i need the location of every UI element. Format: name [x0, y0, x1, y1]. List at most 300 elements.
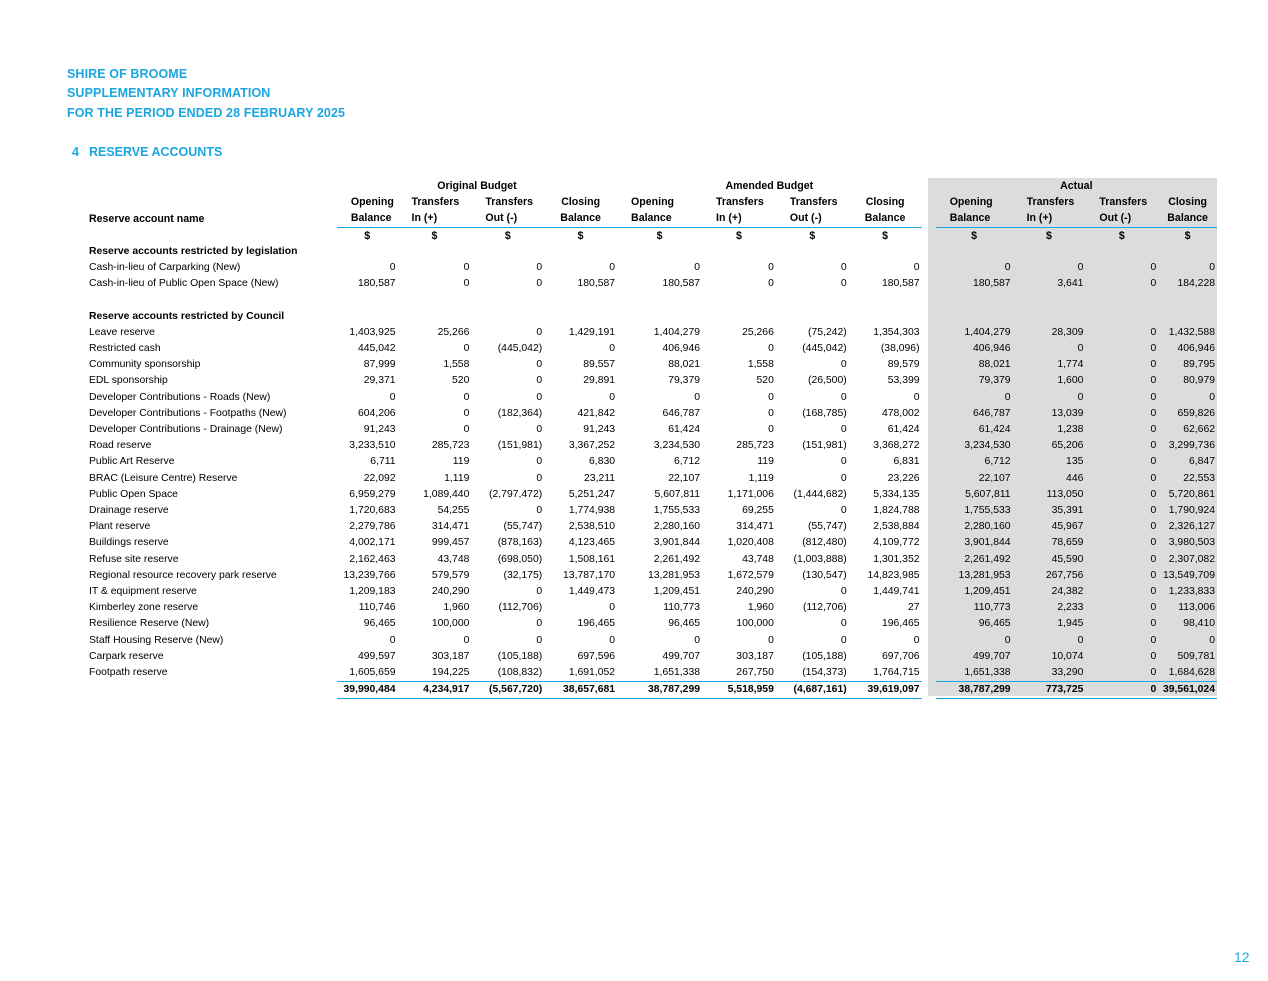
table-cell: 3,980,503 [1168, 537, 1215, 549]
total-cell: 773,725 [1013, 682, 1086, 699]
table-cell: 0 [840, 586, 847, 598]
table-cell: 1,774 [1057, 359, 1084, 371]
cell-gap [922, 600, 936, 616]
table-cell: 6,959,279 [349, 488, 396, 500]
table-cell: 1,404,279 [964, 326, 1011, 338]
table-cell: 89,795 [1183, 359, 1215, 371]
cell-gap [922, 535, 936, 551]
table-cell: 0 [536, 505, 543, 517]
table-cell: 2,261,492 [964, 553, 1011, 565]
row-label: Cash-in-lieu of Public Open Space (New) [89, 278, 279, 290]
cell-gap [922, 260, 936, 276]
cell-gap [922, 276, 936, 292]
cell-gap [337, 244, 398, 260]
section-title-row [89, 309, 1217, 325]
table-cell: 0 [536, 262, 543, 274]
table-cell: (182,364) [497, 407, 543, 419]
table-cell: 697,706 [881, 650, 920, 662]
total-cell: 38,657,681 [544, 682, 617, 699]
table-cell: 646,787 [973, 407, 1011, 419]
unit-symbol: $ [971, 229, 978, 242]
column-header-line1: Transfers [789, 196, 838, 209]
cell-gap [544, 309, 617, 325]
header-spacer [89, 227, 337, 244]
table-cell: 1,755,533 [653, 505, 701, 517]
table-cell: 1,960 [747, 602, 774, 614]
column-header-line2: In (+) [702, 210, 776, 227]
table-cell: 0 [768, 262, 774, 274]
unit-symbol: $ [1118, 229, 1125, 242]
table-cell: 1,600 [1057, 375, 1084, 387]
cell-gap [922, 341, 936, 357]
table-cell: 0 [536, 391, 543, 403]
table-cell: 0 [1077, 391, 1084, 403]
table-cell: 1,209,451 [964, 586, 1011, 598]
section-title: RESERVE ACCOUNTS [88, 145, 223, 159]
table-cell: 135 [1066, 456, 1084, 468]
table-cell: 0 [1209, 262, 1215, 274]
table-cell: 0 [536, 375, 543, 387]
row-label: Footpath reserve [89, 667, 168, 679]
unit-symbol: $ [577, 229, 584, 242]
report-subtitle: SUPPLEMENTARY INFORMATION [67, 86, 271, 100]
table-cell: 194,225 [431, 667, 470, 679]
table-cell: 29,371 [363, 375, 396, 387]
cell-gap [922, 487, 936, 503]
reserve-accounts-table [89, 178, 1217, 699]
row-label: Drainage reserve [89, 505, 169, 517]
table-cell: 0 [840, 618, 847, 630]
table-cell: 1,209,451 [653, 586, 701, 598]
table-cell: 5,607,811 [965, 488, 1011, 500]
table-cell: 6,712 [674, 456, 701, 468]
table-cell: 6,830 [589, 456, 616, 468]
table-cell: 23,211 [584, 472, 616, 484]
table-cell: 2,279,786 [349, 521, 396, 533]
cell-gap [337, 309, 398, 325]
table-cell: 0 [768, 278, 774, 290]
table-cell: 184,228 [1177, 278, 1215, 290]
table-cell: 69,255 [742, 505, 774, 517]
table-cell: 91,243 [363, 424, 396, 436]
table-cell: 119 [452, 456, 470, 468]
column-header-line2: Out (-) [776, 210, 849, 227]
cell-gap [398, 309, 472, 325]
table-cell: 1,691,052 [568, 667, 616, 679]
table-cell: (154,373) [802, 667, 847, 679]
table-cell: (151,981) [802, 440, 847, 452]
table-cell: 0 [768, 634, 774, 646]
table-cell: 28,309 [1051, 326, 1084, 338]
table-cell: 0 [389, 262, 396, 274]
table-cell: 180,587 [662, 278, 701, 290]
table-cell: 35,391 [1051, 505, 1084, 517]
total-cell: 39,990,484 [337, 682, 398, 699]
cell-gap [1085, 244, 1158, 260]
table-cell: 0 [1150, 586, 1157, 598]
table-cell: 0 [694, 634, 701, 646]
table-cell: 0 [1150, 359, 1157, 371]
table-row [89, 454, 1217, 470]
row-label: Resilience Reserve (New) [89, 618, 210, 630]
table-cell: 0 [1150, 440, 1157, 452]
table-cell: 4,002,171 [349, 537, 396, 549]
cell-gap [922, 568, 936, 584]
table-cell: 1,233,833 [1168, 586, 1215, 598]
table-row [89, 406, 1217, 422]
cell-gap [776, 244, 849, 260]
row-label: IT & equipment reserve [89, 586, 197, 598]
table-cell: 43,748 [742, 553, 774, 565]
table-row [89, 260, 1217, 276]
table-row [89, 519, 1217, 535]
table-cell: 0 [1004, 634, 1011, 646]
cell-gap [922, 584, 936, 600]
column-header-line2: Balance [849, 210, 922, 227]
table-cell: 91,243 [583, 424, 616, 436]
cell-gap [471, 244, 544, 260]
table-cell: 0 [536, 359, 543, 371]
column-header-line1: Transfers [1026, 196, 1075, 209]
table-cell: 80,979 [1183, 375, 1215, 387]
table-cell: 0 [694, 391, 701, 403]
table-cell: 406,946 [973, 343, 1011, 355]
section-title: Reserve accounts restricted by Council [89, 310, 285, 322]
row-label-header: Reserve account name [89, 212, 205, 225]
spacer-row [89, 292, 1217, 308]
column-header-line2: Out (-) [471, 210, 544, 227]
table-cell: 1,605,659 [349, 667, 396, 679]
row-label: EDL sponsorship [89, 375, 168, 387]
cell-gap [922, 309, 936, 325]
table-cell: 1,238 [1057, 424, 1084, 436]
table-cell: 5,251,247 [568, 488, 616, 500]
table-row [89, 503, 1217, 519]
cell-gap [1158, 244, 1217, 260]
total-cell: 39,561,024 [1158, 682, 1217, 699]
unit-symbol: $ [431, 229, 438, 242]
cell-gap [922, 616, 936, 632]
row-label: Road reserve [89, 440, 152, 452]
table-row [89, 616, 1217, 632]
table-cell: 3,901,844 [653, 537, 701, 549]
table-cell: 79,379 [978, 375, 1011, 387]
table-cell: 0 [609, 391, 616, 403]
table-cell: 1,449,473 [568, 586, 616, 598]
table-cell: 0 [840, 472, 847, 484]
table-row [89, 422, 1217, 438]
group-header-row [89, 178, 1217, 194]
table-cell: (151,981) [497, 440, 543, 452]
table-cell: 267,750 [736, 667, 774, 679]
table-cell: 1,119 [748, 472, 774, 484]
column-header-line1: Closing [865, 196, 905, 209]
table-cell: 445,042 [357, 343, 396, 355]
table-cell: 520 [756, 375, 774, 387]
table-cell: 13,039 [1051, 407, 1084, 419]
table-cell: 646,787 [662, 407, 701, 419]
table-cell: 0 [840, 424, 847, 436]
table-cell: (1,444,682) [793, 488, 847, 500]
table-cell: 6,711 [370, 456, 396, 468]
spacer-cell [89, 292, 1217, 308]
table-cell: 110,773 [663, 602, 701, 614]
table-cell: 110,773 [973, 602, 1011, 614]
table-cell: 25,266 [437, 326, 470, 338]
table-row [89, 390, 1217, 406]
cell-gap [922, 438, 936, 454]
table-cell: 3,234,530 [964, 440, 1011, 452]
table-cell: 89,557 [583, 359, 616, 371]
table-cell: 0 [1150, 602, 1157, 614]
table-cell: 0 [768, 343, 774, 355]
table-cell: 1,720,683 [349, 505, 396, 517]
row-label: Cash-in-lieu of Carparking (New) [89, 262, 241, 274]
column-header-line1: Transfers [716, 196, 764, 209]
unit-symbol: $ [656, 229, 663, 242]
table-cell: 2,538,884 [873, 521, 920, 533]
table-cell: 1,020,408 [727, 537, 774, 549]
table-cell: 3,901,844 [964, 537, 1011, 549]
column-header-line1: Closing [561, 196, 601, 209]
column-header-row-1 [89, 194, 1217, 210]
table-cell: 27 [907, 602, 920, 614]
table-cell: 0 [463, 343, 470, 355]
table-cell: 0 [840, 359, 847, 371]
table-cell: 113,050 [1046, 488, 1084, 500]
table-cell: 1,755,533 [964, 505, 1011, 517]
table-row [89, 600, 1217, 616]
table-cell: 96,465 [978, 618, 1011, 630]
table-cell: 314,471 [736, 521, 774, 533]
cell-gap [849, 309, 922, 325]
table-cell: 98,410 [1183, 618, 1215, 630]
table-cell: (698,050) [497, 553, 543, 565]
cell-gap [922, 682, 936, 699]
table-cell: 0 [1004, 262, 1011, 274]
table-cell: 89,579 [887, 359, 920, 371]
table-cell: 0 [1077, 262, 1084, 274]
column-header-line1: Opening [350, 196, 394, 209]
row-label: Staff Housing Reserve (New) [89, 634, 224, 646]
table-cell: 0 [1150, 262, 1157, 274]
table-cell: 1,449,741 [873, 586, 920, 598]
table-cell: (55,747) [503, 521, 543, 533]
row-label: Developer Contributions - Drainage (New) [89, 424, 283, 436]
table-cell: 13,787,170 [563, 569, 616, 581]
table-cell: 0 [840, 456, 847, 468]
column-header-line1: Transfers [485, 196, 534, 209]
table-cell: (445,042) [802, 343, 847, 355]
table-cell: 2,280,160 [653, 521, 701, 533]
table-cell: 13,549,709 [1162, 569, 1215, 581]
table-cell: 0 [609, 262, 616, 274]
table-cell: 22,092 [363, 472, 396, 484]
column-header-line1: Transfers [411, 196, 460, 209]
table-cell: (32,175) [503, 569, 543, 581]
table-cell: 421,842 [577, 407, 616, 419]
table-cell: 1,774,938 [568, 505, 616, 517]
cell-gap [936, 309, 1013, 325]
table-cell: 0 [536, 326, 543, 338]
table-cell: 0 [840, 262, 847, 274]
table-cell: 88,021 [978, 359, 1011, 371]
table-cell: 29,891 [583, 375, 616, 387]
table-cell: 1,301,352 [873, 553, 920, 565]
cell-gap [849, 244, 922, 260]
table-cell: 2,261,492 [653, 553, 701, 565]
table-cell: 0 [1150, 521, 1157, 533]
table-cell: (112,706) [802, 602, 847, 614]
table-cell: 3,368,272 [873, 440, 920, 452]
table-cell: 509,781 [1177, 650, 1215, 662]
table-cell: 0 [536, 472, 543, 484]
table-cell: 1,764,715 [873, 667, 920, 679]
row-label: Plant reserve [89, 521, 151, 533]
table-cell: 0 [1150, 488, 1157, 500]
table-cell: 604,206 [357, 407, 396, 419]
cell-gap [922, 471, 936, 487]
table-cell: 2,326,127 [1168, 521, 1215, 533]
table-cell: 0 [840, 634, 847, 646]
total-cell: 39,619,097 [849, 682, 922, 699]
header-spacer [89, 178, 337, 194]
table-cell: 23,226 [887, 472, 920, 484]
table-cell: 45,590 [1051, 553, 1084, 565]
cell-gap [1013, 309, 1086, 325]
unit-symbol: $ [1184, 229, 1191, 242]
cell-gap [1085, 309, 1158, 325]
table-cell: 2,233 [1057, 602, 1084, 614]
unit-symbol: $ [504, 229, 511, 242]
table-cell: 0 [1150, 424, 1157, 436]
table-cell: 406,946 [662, 343, 701, 355]
table-cell: 1,558 [747, 359, 774, 371]
table-row [89, 487, 1217, 503]
unit-symbol: $ [809, 229, 816, 242]
table-cell: 0 [609, 602, 616, 614]
unit-symbol: $ [1046, 229, 1052, 242]
table-cell: 0 [1209, 391, 1215, 403]
table-cell: 1,651,338 [653, 667, 701, 679]
total-cell: 38,787,299 [617, 682, 702, 699]
table-cell: 180,587 [973, 278, 1011, 290]
table-cell: 2,162,463 [349, 553, 396, 565]
section-number: 4 [72, 145, 79, 159]
table-cell: 0 [536, 278, 543, 290]
table-cell: 6,831 [893, 456, 920, 468]
cell-gap [471, 309, 544, 325]
table-cell: 10,074 [1051, 650, 1084, 662]
row-label: Restricted cash [89, 343, 161, 355]
unit-symbol: $ [364, 229, 371, 242]
table-cell: 0 [1150, 505, 1157, 517]
table-cell: 22,107 [978, 472, 1011, 484]
table-cell: (445,042) [497, 343, 543, 355]
row-label: Developer Contributions - Roads (New) [89, 391, 271, 403]
table-cell: 65,206 [1051, 440, 1084, 452]
table-cell: 0 [1150, 326, 1157, 338]
table-cell: 54,255 [437, 505, 470, 517]
table-cell: (878,163) [497, 537, 543, 549]
table-cell: 61,424 [978, 424, 1011, 436]
section-title: Reserve accounts restricted by legislation [89, 245, 298, 257]
unit-row [89, 227, 1217, 244]
column-header-line1: Opening [949, 196, 993, 209]
table-cell: (75,242) [807, 326, 847, 338]
table-cell: 0 [1150, 407, 1157, 419]
table-cell: 0 [1150, 618, 1157, 630]
table-cell: 3,367,252 [568, 440, 616, 452]
table-cell: 0 [1209, 634, 1215, 646]
table-row [89, 471, 1217, 487]
table-cell: 0 [1004, 391, 1011, 403]
row-label: Buildings reserve [89, 537, 169, 549]
table-cell: 180,587 [357, 278, 396, 290]
table-cell: 0 [1150, 650, 1157, 662]
table-cell: 5,607,811 [654, 488, 701, 500]
group-amended-budget: Amended Budget [725, 180, 814, 192]
table-cell: 0 [694, 262, 701, 274]
table-cell: 0 [463, 407, 470, 419]
table-cell: 0 [1150, 569, 1157, 581]
table-cell: 24,382 [1051, 586, 1084, 598]
table-cell: 100,000 [431, 618, 470, 630]
total-cell: (4,687,161) [776, 682, 849, 699]
cell-gap [617, 244, 702, 260]
table-row [89, 584, 1217, 600]
table-cell: 0 [1150, 391, 1157, 403]
table-cell: 1,403,925 [349, 326, 396, 338]
table-cell: 196,465 [881, 618, 920, 630]
cell-gap [922, 422, 936, 438]
cell-gap [702, 244, 776, 260]
table-cell: 0 [536, 618, 543, 630]
cell-gap [922, 390, 936, 406]
table-cell: 3,234,530 [653, 440, 701, 452]
table-cell: 285,723 [736, 440, 774, 452]
totals-row [89, 682, 1217, 699]
header-gap [922, 227, 936, 244]
table-cell: 53,399 [887, 375, 920, 387]
table-cell: 22,107 [668, 472, 701, 484]
table-cell: 499,707 [662, 650, 701, 662]
header-gap [922, 210, 936, 227]
table-cell: 0 [389, 634, 396, 646]
table-cell: 33,290 [1051, 667, 1084, 679]
table-cell: 45,967 [1051, 521, 1084, 533]
table-cell: 0 [463, 391, 470, 403]
total-cell: 4,234,917 [398, 682, 472, 699]
table-cell: 4,123,465 [568, 537, 616, 549]
table-cell: 96,465 [363, 618, 396, 630]
table-cell: 3,299,736 [1168, 440, 1215, 452]
column-header-line2: Balance [544, 210, 617, 227]
table-cell: 579,579 [431, 569, 470, 581]
table-cell: 240,290 [736, 586, 774, 598]
totals-label [89, 682, 337, 699]
table-cell: 0 [913, 634, 920, 646]
table-cell: 659,826 [1177, 407, 1215, 419]
total-cell: 0 [1085, 682, 1158, 699]
table-cell: 180,587 [881, 278, 920, 290]
row-label: Kimberley zone reserve [89, 602, 199, 614]
table-cell: 4,109,772 [873, 537, 920, 549]
table-cell: 478,002 [881, 407, 920, 419]
table-cell: 0 [536, 586, 543, 598]
cell-gap [617, 309, 702, 325]
unit-symbol: $ [882, 229, 889, 242]
